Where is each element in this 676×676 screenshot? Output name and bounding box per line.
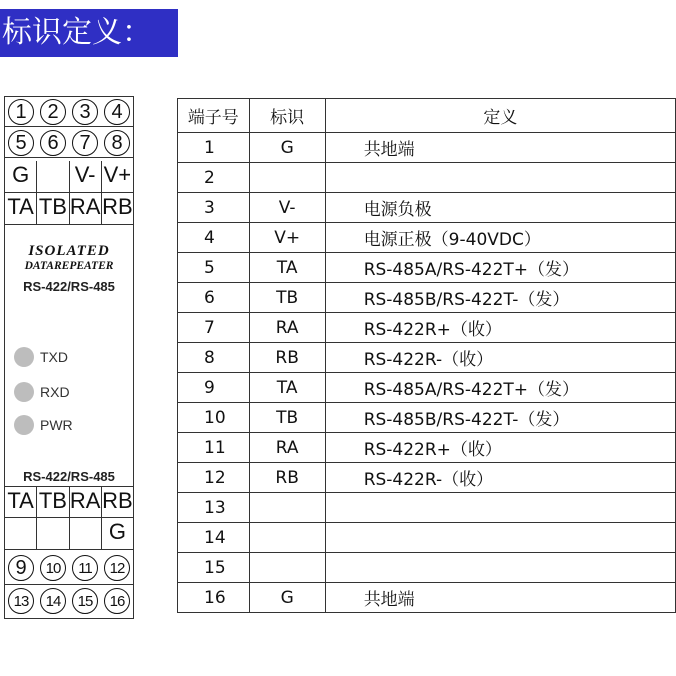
mark-cell: RB [249, 463, 325, 493]
mark-cell: TA [249, 373, 325, 403]
terminal-number-cell: 6 [178, 283, 250, 313]
terminal-number-cell: 14 [178, 523, 250, 553]
terminal-label: TB [37, 487, 69, 517]
header-terminal-no: 端子号 [178, 99, 250, 133]
pin-14: 14 [40, 588, 66, 614]
brand-line-2: DATAREPEATER [24, 260, 114, 272]
pin-8: 8 [104, 130, 130, 156]
pin-11: 11 [72, 555, 98, 581]
section-title: 标识定义： [0, 9, 178, 57]
terminal-label: RA [70, 487, 102, 517]
mark-cell [249, 493, 325, 523]
mark-cell [249, 163, 325, 193]
terminal-label: V- [70, 161, 102, 192]
led-txd [14, 347, 68, 367]
definition-cell [325, 163, 675, 193]
led-label: PWR [40, 417, 73, 433]
terminal-label: RB [102, 488, 133, 513]
table-row [178, 223, 676, 253]
definition-cell: 共地端 [325, 583, 675, 613]
model-label-bottom: RS-422/RS-485 [23, 469, 115, 484]
led-pwr [14, 415, 73, 435]
led-rxd [14, 382, 70, 402]
table-row [178, 343, 676, 373]
pin-4: 4 [104, 99, 130, 125]
mark-cell: RB [249, 343, 325, 373]
definition-cell: RS-422R+（收） [325, 313, 675, 343]
brand-line-1: ISOLATED [28, 243, 110, 259]
definition-cell: RS-485B/RS-422T-（发） [325, 283, 675, 313]
mark-cell: V- [249, 193, 325, 223]
mark-cell: TA [249, 253, 325, 283]
header-mark: 标识 [249, 99, 325, 133]
mark-cell: G [249, 133, 325, 163]
table-row [178, 373, 676, 403]
terminal-number-cell: 9 [178, 373, 250, 403]
table-row [178, 553, 676, 583]
terminal-label: TA [5, 487, 37, 517]
mark-cell [249, 553, 325, 583]
pin-15: 15 [72, 588, 98, 614]
top-pin-row-1 [5, 99, 133, 127]
terminal-number-cell: 5 [178, 253, 250, 283]
table-row [178, 523, 676, 553]
terminal-number-cell: 8 [178, 343, 250, 373]
terminal-label [5, 518, 37, 549]
pin-6: 6 [40, 130, 66, 156]
terminal-number-cell: 11 [178, 433, 250, 463]
definition-cell: 电源负极 [325, 193, 675, 223]
table-header-row [178, 99, 676, 133]
mark-cell: TB [249, 403, 325, 433]
terminal-number-cell: 7 [178, 313, 250, 343]
definition-cell [325, 493, 675, 523]
definition-cell: 电源正极（9-40VDC） [325, 223, 675, 253]
pin-16: 16 [104, 588, 130, 614]
led-indicator-icon [14, 382, 34, 402]
led-indicator-icon [14, 347, 34, 367]
definition-cell [325, 523, 675, 553]
definition-cell: RS-422R-（收） [325, 463, 675, 493]
definition-cell [325, 553, 675, 583]
pin-7: 7 [72, 130, 98, 156]
terminal-label [37, 161, 69, 192]
definition-cell: RS-485B/RS-422T-（发） [325, 403, 675, 433]
led-label: TXD [40, 349, 68, 365]
device-module [4, 96, 134, 619]
terminal-label: TB [37, 193, 69, 224]
pin-10: 10 [40, 555, 66, 581]
table-row [178, 313, 676, 343]
definition-cell: RS-422R-（收） [325, 343, 675, 373]
terminal-number-cell: 12 [178, 463, 250, 493]
pin-5: 5 [8, 130, 34, 156]
mark-cell: RA [249, 313, 325, 343]
terminal-label [37, 518, 69, 549]
pin-2: 2 [40, 99, 66, 125]
mark-cell: G [249, 583, 325, 613]
table-row [178, 283, 676, 313]
mark-cell: RA [249, 433, 325, 463]
terminal-label: G [108, 519, 126, 544]
pin-9: 9 [8, 555, 34, 581]
terminal-number-cell: 1 [178, 133, 250, 163]
pin-1: 1 [8, 99, 34, 125]
table-row [178, 253, 676, 283]
table-row [178, 163, 676, 193]
terminal-label: RA [70, 193, 102, 224]
terminal-number-cell: 2 [178, 163, 250, 193]
bottom-pin-row-1 [5, 555, 133, 585]
mark-cell [249, 523, 325, 553]
definition-cell: 共地端 [325, 133, 675, 163]
terminal-number-cell: 13 [178, 493, 250, 523]
terminal-number-cell: 4 [178, 223, 250, 253]
mark-cell: V+ [249, 223, 325, 253]
pin-12: 12 [104, 555, 130, 581]
led-indicator-icon [14, 415, 34, 435]
table-row [178, 583, 676, 613]
model-label-top: RS-422/RS-485 [23, 279, 115, 294]
pin-3: 3 [72, 99, 98, 125]
table-row [178, 193, 676, 223]
terminal-label [70, 518, 102, 549]
pin-13: 13 [8, 588, 34, 614]
bottom-label-row-2 [5, 518, 133, 550]
bottom-label-row-1 [5, 486, 133, 518]
mark-cell: TB [249, 283, 325, 313]
led-label: RXD [40, 384, 70, 400]
terminal-label: TA [5, 193, 37, 224]
terminal-number-cell: 15 [178, 553, 250, 583]
terminal-number-cell: 16 [178, 583, 250, 613]
table-row [178, 493, 676, 523]
terminal-label: RB [102, 194, 133, 219]
bottom-pin-row-2 [5, 588, 133, 618]
definition-cell: RS-485A/RS-422T+（发） [325, 373, 675, 403]
terminal-label: V+ [103, 162, 132, 187]
definition-cell: RS-422R+（收） [325, 433, 675, 463]
top-pin-row-2 [5, 130, 133, 158]
top-label-row-1 [5, 161, 133, 193]
terminal-number-cell: 3 [178, 193, 250, 223]
terminal-label: G [5, 161, 37, 192]
terminal-definition-table [177, 98, 676, 613]
definition-cell: RS-485A/RS-422T+（发） [325, 253, 675, 283]
table-row [178, 133, 676, 163]
table-row [178, 433, 676, 463]
table-row [178, 403, 676, 433]
header-definition: 定义 [325, 99, 675, 133]
terminal-number-cell: 10 [178, 403, 250, 433]
top-label-row-2 [5, 193, 133, 225]
table-row [178, 463, 676, 493]
